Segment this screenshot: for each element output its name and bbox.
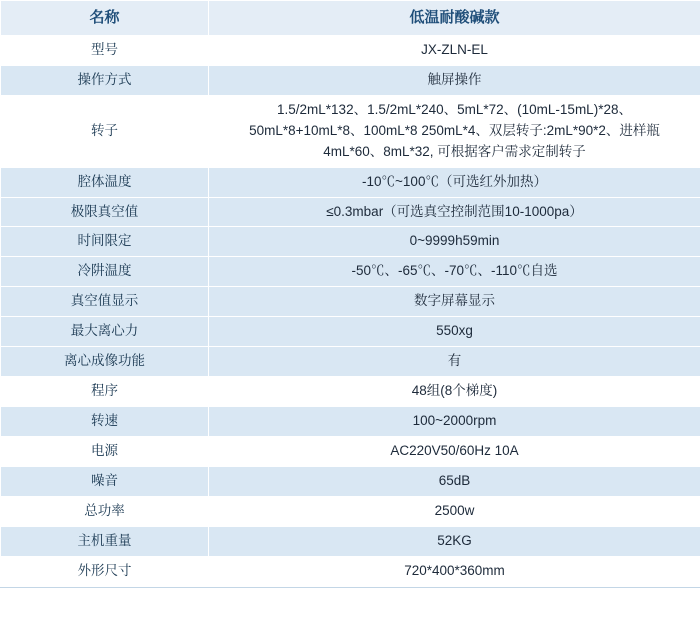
row-name: 程序 [1, 377, 209, 407]
table-row [1, 556, 700, 586]
row-value [209, 95, 700, 167]
row-value: 52KG [209, 526, 700, 556]
row-value: AC220V50/60Hz 10A [209, 436, 700, 466]
row-name: 腔体温度 [1, 167, 209, 197]
row-name: 主机重量 [1, 526, 209, 556]
row-name: 转子 [1, 95, 209, 167]
rotor-line-2: 50mL*8+10mL*8、100mL*8 250mL*4、双层转子:2mL*90*2、进样瓶 [249, 122, 660, 138]
rotor-line-3: 4mL*60、8mL*32, 可根据客户需求定制转子 [323, 143, 586, 159]
table-row [1, 347, 700, 377]
row-value: JX-ZLN-EL [209, 36, 700, 66]
row-value: 48组(8个梯度) [209, 377, 700, 407]
row-name: 型号 [1, 36, 209, 66]
table-row [1, 317, 700, 347]
table-row [1, 167, 700, 197]
table-header-row [1, 1, 700, 36]
row-value: ≤0.3mbar（可选真空控制范围10-1000pa） [209, 197, 700, 227]
rotor-line-1: 1.5/2mL*132、1.5/2mL*240、5mL*72、(10mL-15mL)*28、 [277, 101, 632, 117]
header-name-cell: 名称 [1, 1, 209, 36]
row-name: 噪音 [1, 466, 209, 496]
row-value: 720*400*360mm [209, 556, 700, 586]
table-row [1, 406, 700, 436]
row-value: -50℃、-65℃、-70℃、-110℃自选 [209, 257, 700, 287]
table-row [1, 466, 700, 496]
row-name: 时间限定 [1, 227, 209, 257]
row-value: 0~9999h59min [209, 227, 700, 257]
table-row [1, 526, 700, 556]
table-row [1, 257, 700, 287]
table-row [1, 496, 700, 526]
row-value: 2500w [209, 496, 700, 526]
row-name: 离心成像功能 [1, 347, 209, 377]
row-value: 65dB [209, 466, 700, 496]
row-value: 触屏操作 [209, 65, 700, 95]
table-row [1, 65, 700, 95]
row-name: 外形尺寸 [1, 556, 209, 586]
header-value-cell: 低温耐酸碱款 [209, 1, 700, 36]
row-value: -10℃~100℃（可选红外加热） [209, 167, 700, 197]
table-row [1, 436, 700, 466]
row-name: 转速 [1, 406, 209, 436]
table-row-rotor [1, 95, 700, 167]
table-row [1, 287, 700, 317]
bottom-divider [0, 587, 700, 588]
row-name: 最大离心力 [1, 317, 209, 347]
row-name: 操作方式 [1, 65, 209, 95]
row-name: 极限真空值 [1, 197, 209, 227]
row-value: 100~2000rpm [209, 406, 700, 436]
row-name: 电源 [1, 436, 209, 466]
table-row [1, 377, 700, 407]
row-name: 冷阱温度 [1, 257, 209, 287]
row-value: 550xg [209, 317, 700, 347]
row-value: 数字屏幕显示 [209, 287, 700, 317]
row-name: 真空值显示 [1, 287, 209, 317]
row-value: 有 [209, 347, 700, 377]
table-row [1, 197, 700, 227]
row-name: 总功率 [1, 496, 209, 526]
table-row [1, 227, 700, 257]
table-row [1, 36, 700, 66]
